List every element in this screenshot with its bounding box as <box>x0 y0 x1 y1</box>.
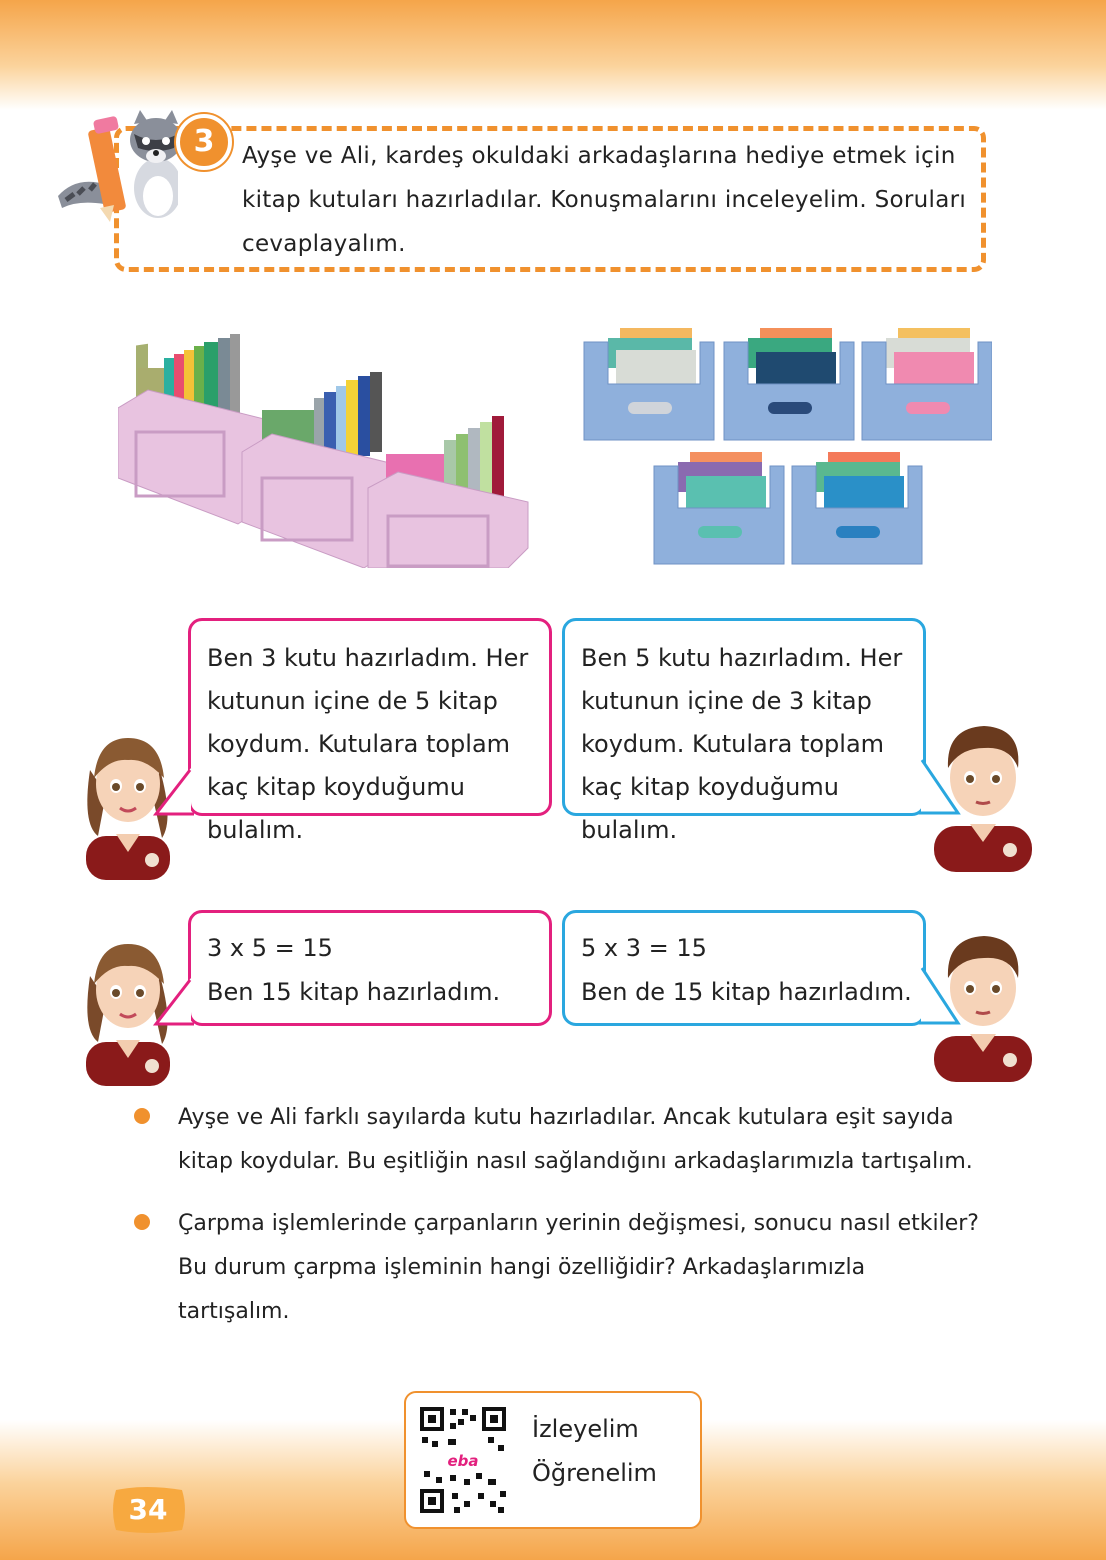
pink-bubble-tail-icon-2 <box>152 978 196 1028</box>
eba-logo: eba <box>447 1452 479 1470</box>
pink-bubble-tail-icon <box>152 768 196 818</box>
ali-avatar-2 <box>930 926 1036 1082</box>
ayse-speech-text-2: Ben 15 kitap hazırladım. <box>207 978 501 1006</box>
pink-book-boxes-illustration <box>118 328 538 568</box>
list-item <box>130 1096 980 1184</box>
top-header-band <box>0 0 1106 110</box>
qr-label-line-2: Öğrenelim <box>532 1459 657 1487</box>
ayse-equation: 3 x 5 = 15 <box>207 934 333 962</box>
bullet-dot-icon <box>134 1214 150 1230</box>
intro-paragraph: Ayşe ve Ali, kardeş okuldaki arkadaşlarına hediye etmek için kitap kutuları hazırladılar. Konuşmalarını inceleyelim. Soruları cevaplayalım. <box>242 143 967 257</box>
question-text: Çarpma işlemlerinde çarpanların yerinin değişmesi, sonucu nasıl etkiler? Bu durum çarpma işleminin hangi özelliğidir? Arkadaşlarımızla tartışalım. <box>178 1211 979 1324</box>
page-number: 34 <box>128 1493 168 1526</box>
ayse-speech-text-1: Ben 3 kutu hazırladım. Her kutunun içine de 5 kitap koydum. Kutulara toplam kaç kitap koyduğumu bulalım. <box>207 644 529 844</box>
ali-speech-bubble-2 <box>562 910 926 1026</box>
ali-avatar <box>930 716 1036 872</box>
ayse-speech-bubble-1 <box>188 618 552 844</box>
qr-label-line-1: İzleyelim <box>532 1415 639 1443</box>
raccoon-pencil-icon <box>48 104 178 224</box>
qr-code-icon[interactable] <box>418 1405 508 1515</box>
qr-watch-learn-box[interactable] <box>404 1391 702 1529</box>
ali-speech-bubble-1 <box>562 618 926 844</box>
discussion-questions <box>130 1096 980 1352</box>
ali-speech-text-2: Ben de 15 kitap hazırladım. <box>581 978 912 1006</box>
ali-speech-text-1: Ben 5 kutu hazırladım. Her kutunun içine de 3 kitap koydum. Kutulara toplam kaç kitap koyduğumu bulalım. <box>581 644 903 844</box>
question-text: Ayşe ve Ali farklı sayılarda kutu hazırladılar. Ancak kutulara eşit sayıda kitap koydular. Bu eşitliğin nasıl sağlandığını arkadaşlarımızla tartışalım. <box>178 1105 973 1174</box>
exercise-number-badge: 3 <box>176 114 232 170</box>
blue-book-boxes-illustration <box>582 322 992 568</box>
ali-equation: 5 x 3 = 15 <box>581 934 707 962</box>
bullet-dot-icon <box>134 1108 150 1124</box>
list-item <box>130 1202 980 1334</box>
ayse-speech-bubble-2 <box>188 910 552 1026</box>
